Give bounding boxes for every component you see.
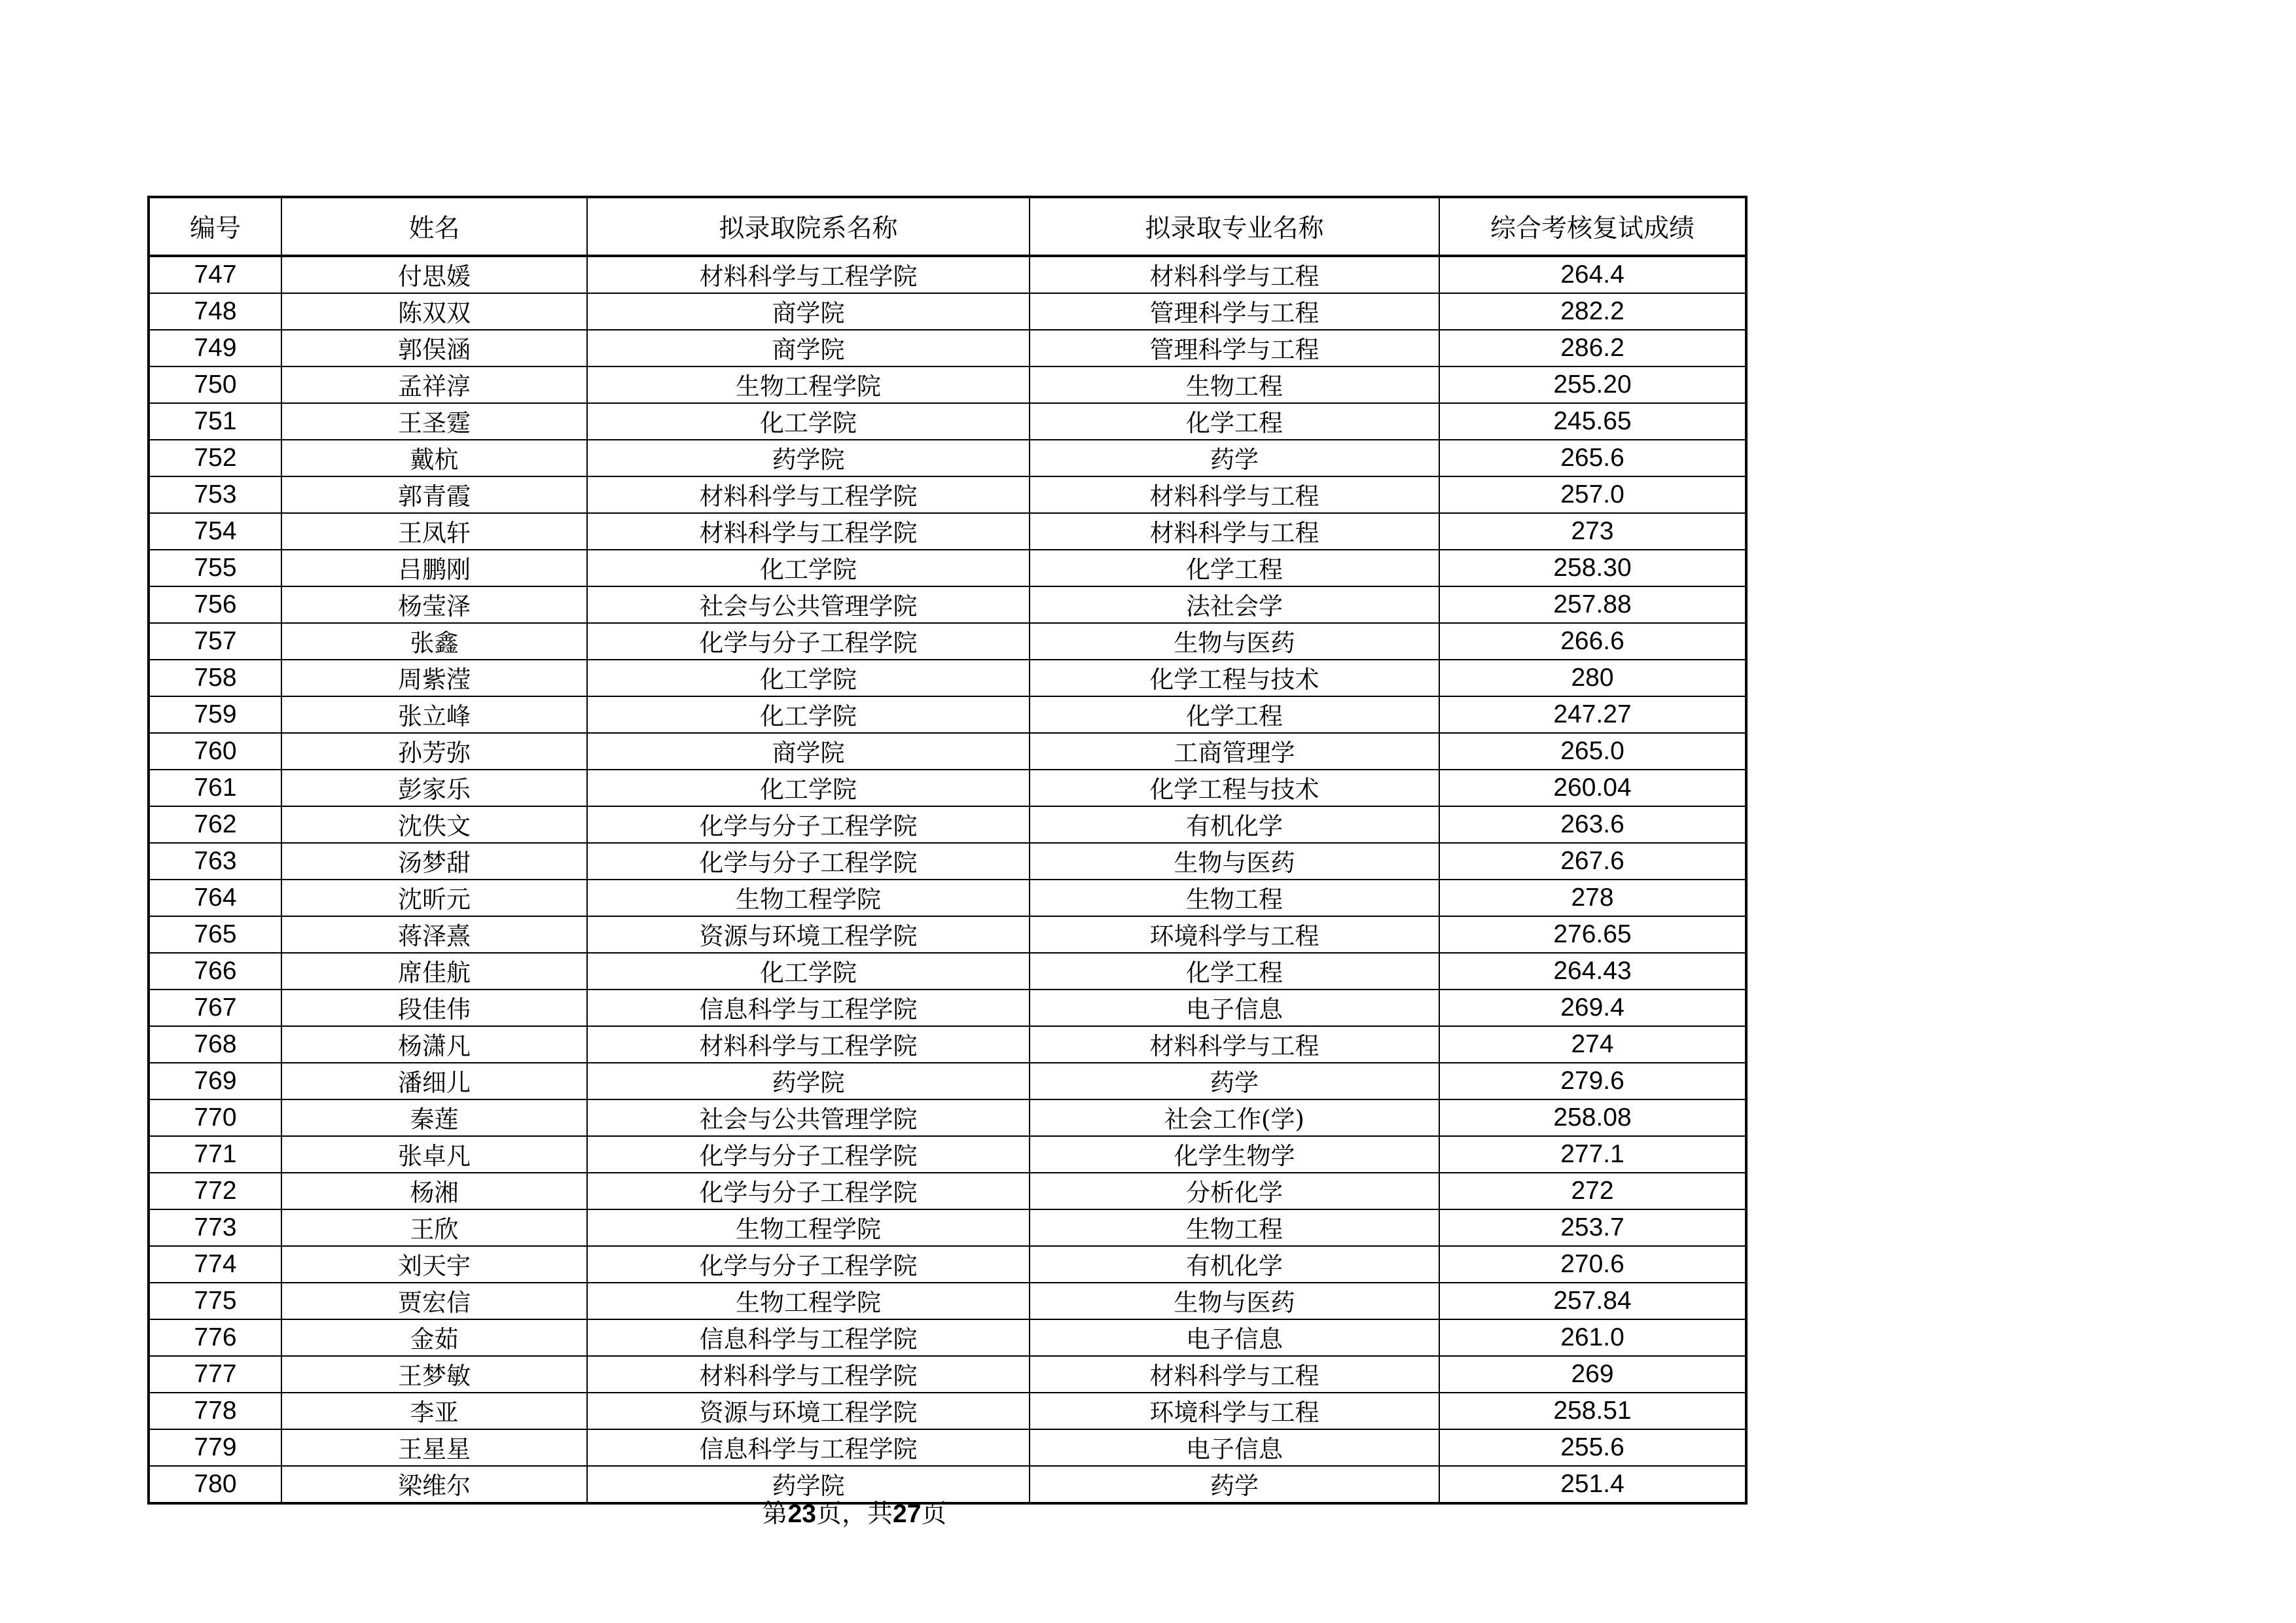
cell-name: 郭青霞 <box>281 476 587 513</box>
table-body <box>149 256 1746 1503</box>
cell-score: 274 <box>1439 1026 1746 1063</box>
cell-score: 277.1 <box>1439 1136 1746 1173</box>
cell-name: 潘细儿 <box>281 1063 587 1099</box>
cell-major: 电子信息 <box>1030 990 1439 1026</box>
cell-major: 化学工程 <box>1030 953 1439 990</box>
cell-id: 765 <box>149 916 281 953</box>
cell-school: 材料科学与工程学院 <box>587 476 1030 513</box>
cell-name: 沈佚文 <box>281 806 587 843</box>
table-row <box>149 733 1746 770</box>
cell-id: 766 <box>149 953 281 990</box>
cell-id: 762 <box>149 806 281 843</box>
cell-id: 759 <box>149 696 281 733</box>
footer-total-pages: 27 <box>893 1500 922 1528</box>
cell-name: 金茹 <box>281 1319 587 1356</box>
page-footer <box>0 1493 1709 1530</box>
cell-id: 747 <box>149 256 281 293</box>
cell-id: 768 <box>149 1026 281 1063</box>
table-row <box>149 1319 1746 1356</box>
header-major: 拟录取专业名称 <box>1030 197 1439 256</box>
cell-name: 吕鹏刚 <box>281 550 587 586</box>
admission-table <box>147 196 1748 1505</box>
cell-id: 760 <box>149 733 281 770</box>
cell-id: 772 <box>149 1173 281 1209</box>
cell-school: 化工学院 <box>587 770 1030 806</box>
cell-id: 763 <box>149 843 281 880</box>
cell-id: 779 <box>149 1429 281 1466</box>
table-row <box>149 1246 1746 1283</box>
table-row <box>149 550 1746 586</box>
cell-school: 生物工程学院 <box>587 880 1030 916</box>
cell-major: 药学 <box>1030 1063 1439 1099</box>
cell-major: 生物与医药 <box>1030 843 1439 880</box>
cell-major: 生物工程 <box>1030 366 1439 403</box>
cell-school: 社会与公共管理学院 <box>587 1099 1030 1136</box>
cell-id: 748 <box>149 293 281 330</box>
cell-name: 王圣霆 <box>281 403 587 440</box>
table-row <box>149 440 1746 476</box>
cell-major: 化学工程与技术 <box>1030 660 1439 696</box>
cell-school: 生物工程学院 <box>587 366 1030 403</box>
cell-name: 沈昕元 <box>281 880 587 916</box>
cell-school: 资源与环境工程学院 <box>587 1393 1030 1429</box>
cell-school: 化工学院 <box>587 660 1030 696</box>
cell-name: 张立峰 <box>281 696 587 733</box>
cell-score: 263.6 <box>1439 806 1746 843</box>
cell-id: 776 <box>149 1319 281 1356</box>
header-id: 编号 <box>149 197 281 256</box>
table-row <box>149 880 1746 916</box>
cell-school: 生物工程学院 <box>587 1209 1030 1246</box>
cell-score: 267.6 <box>1439 843 1746 880</box>
cell-score: 261.0 <box>1439 1319 1746 1356</box>
cell-id: 749 <box>149 330 281 366</box>
cell-score: 265.0 <box>1439 733 1746 770</box>
cell-name: 秦莲 <box>281 1099 587 1136</box>
cell-major: 化学工程 <box>1030 696 1439 733</box>
cell-id: 764 <box>149 880 281 916</box>
cell-name: 彭家乐 <box>281 770 587 806</box>
cell-school: 化学与分子工程学院 <box>587 623 1030 660</box>
cell-score: 257.84 <box>1439 1283 1746 1319</box>
cell-major: 环境科学与工程 <box>1030 916 1439 953</box>
cell-school: 资源与环境工程学院 <box>587 916 1030 953</box>
cell-major: 化学生物学 <box>1030 1136 1439 1173</box>
table-row <box>149 476 1746 513</box>
table-row <box>149 990 1746 1026</box>
header-name: 姓名 <box>281 197 587 256</box>
cell-name: 张鑫 <box>281 623 587 660</box>
cell-major: 社会工作(学) <box>1030 1099 1439 1136</box>
cell-id: 767 <box>149 990 281 1026</box>
cell-score: 257.88 <box>1439 586 1746 623</box>
cell-id: 780 <box>149 1466 281 1503</box>
cell-name: 陈双双 <box>281 293 587 330</box>
cell-name: 王欣 <box>281 1209 587 1246</box>
table-row <box>149 843 1746 880</box>
cell-id: 770 <box>149 1099 281 1136</box>
table-row <box>149 916 1746 953</box>
cell-school: 化工学院 <box>587 550 1030 586</box>
cell-score: 264.4 <box>1439 256 1746 293</box>
cell-major: 管理科学与工程 <box>1030 330 1439 366</box>
cell-major: 生物工程 <box>1030 1209 1439 1246</box>
cell-score: 265.6 <box>1439 440 1746 476</box>
table-row <box>149 256 1746 293</box>
table-row <box>149 806 1746 843</box>
cell-name: 杨莹泽 <box>281 586 587 623</box>
cell-school: 药学院 <box>587 440 1030 476</box>
cell-school: 商学院 <box>587 330 1030 366</box>
table-row <box>149 1356 1746 1393</box>
cell-school: 商学院 <box>587 733 1030 770</box>
table-row <box>149 293 1746 330</box>
cell-score: 280 <box>1439 660 1746 696</box>
cell-score: 279.6 <box>1439 1063 1746 1099</box>
cell-score: 257.0 <box>1439 476 1746 513</box>
cell-id: 752 <box>149 440 281 476</box>
table-row <box>149 1026 1746 1063</box>
table-row <box>149 1283 1746 1319</box>
cell-school: 社会与公共管理学院 <box>587 586 1030 623</box>
cell-school: 材料科学与工程学院 <box>587 1356 1030 1393</box>
cell-major: 材料科学与工程 <box>1030 256 1439 293</box>
cell-name: 王梦敏 <box>281 1356 587 1393</box>
cell-major: 材料科学与工程 <box>1030 1356 1439 1393</box>
cell-major: 工商管理学 <box>1030 733 1439 770</box>
cell-name: 孟祥淳 <box>281 366 587 403</box>
header-score: 综合考核复试成绩 <box>1439 197 1746 256</box>
table-row <box>149 770 1746 806</box>
header-school: 拟录取院系名称 <box>587 197 1030 256</box>
cell-score: 245.65 <box>1439 403 1746 440</box>
cell-major: 有机化学 <box>1030 1246 1439 1283</box>
cell-major: 生物工程 <box>1030 880 1439 916</box>
cell-id: 756 <box>149 586 281 623</box>
cell-score: 276.65 <box>1439 916 1746 953</box>
cell-major: 电子信息 <box>1030 1429 1439 1466</box>
table-row <box>149 1209 1746 1246</box>
cell-name: 戴杭 <box>281 440 587 476</box>
cell-major: 药学 <box>1030 1466 1439 1503</box>
cell-id: 758 <box>149 660 281 696</box>
cell-score: 270.6 <box>1439 1246 1746 1283</box>
cell-school: 生物工程学院 <box>587 1283 1030 1319</box>
footer-page-number: 23 <box>787 1500 816 1528</box>
cell-name: 刘天宇 <box>281 1246 587 1283</box>
cell-score: 258.51 <box>1439 1393 1746 1429</box>
cell-school: 化学与分子工程学院 <box>587 806 1030 843</box>
cell-school: 化工学院 <box>587 403 1030 440</box>
cell-score: 286.2 <box>1439 330 1746 366</box>
cell-major: 材料科学与工程 <box>1030 476 1439 513</box>
cell-id: 751 <box>149 403 281 440</box>
cell-name: 郭俣涵 <box>281 330 587 366</box>
table-row <box>149 1393 1746 1429</box>
cell-major: 法社会学 <box>1030 586 1439 623</box>
cell-id: 750 <box>149 366 281 403</box>
cell-school: 化学与分子工程学院 <box>587 1136 1030 1173</box>
cell-id: 753 <box>149 476 281 513</box>
cell-school: 化学与分子工程学院 <box>587 1173 1030 1209</box>
cell-school: 材料科学与工程学院 <box>587 1026 1030 1063</box>
cell-id: 775 <box>149 1283 281 1319</box>
cell-school: 商学院 <box>587 293 1030 330</box>
cell-score: 258.30 <box>1439 550 1746 586</box>
cell-score: 282.2 <box>1439 293 1746 330</box>
cell-school: 药学院 <box>587 1466 1030 1503</box>
cell-name: 王凤轩 <box>281 513 587 550</box>
cell-major: 化学工程 <box>1030 403 1439 440</box>
cell-major: 有机化学 <box>1030 806 1439 843</box>
cell-score: 278 <box>1439 880 1746 916</box>
cell-name: 杨潇凡 <box>281 1026 587 1063</box>
footer-middle: 页，共 <box>816 1499 893 1529</box>
table-row <box>149 1136 1746 1173</box>
cell-score: 255.6 <box>1439 1429 1746 1466</box>
table-row <box>149 1429 1746 1466</box>
cell-name: 蒋泽熹 <box>281 916 587 953</box>
table-row <box>149 330 1746 366</box>
table-row <box>149 513 1746 550</box>
table-row <box>149 953 1746 990</box>
cell-id: 771 <box>149 1136 281 1173</box>
cell-school: 信息科学与工程学院 <box>587 990 1030 1026</box>
cell-id: 777 <box>149 1356 281 1393</box>
cell-name: 汤梦甜 <box>281 843 587 880</box>
cell-score: 247.27 <box>1439 696 1746 733</box>
cell-score: 272 <box>1439 1173 1746 1209</box>
cell-id: 754 <box>149 513 281 550</box>
cell-school: 化工学院 <box>587 696 1030 733</box>
cell-id: 757 <box>149 623 281 660</box>
cell-score: 253.7 <box>1439 1209 1746 1246</box>
cell-name: 段佳伟 <box>281 990 587 1026</box>
header-row <box>149 197 1746 256</box>
cell-school: 信息科学与工程学院 <box>587 1429 1030 1466</box>
cell-score: 269 <box>1439 1356 1746 1393</box>
table-row <box>149 403 1746 440</box>
cell-name: 席佳航 <box>281 953 587 990</box>
table-row <box>149 366 1746 403</box>
cell-score: 255.20 <box>1439 366 1746 403</box>
cell-major: 生物与医药 <box>1030 1283 1439 1319</box>
cell-score: 260.04 <box>1439 770 1746 806</box>
cell-major: 电子信息 <box>1030 1319 1439 1356</box>
cell-major: 材料科学与工程 <box>1030 513 1439 550</box>
cell-id: 769 <box>149 1063 281 1099</box>
cell-major: 管理科学与工程 <box>1030 293 1439 330</box>
table-row <box>149 660 1746 696</box>
footer-suffix: 页 <box>921 1499 947 1529</box>
cell-name: 杨湘 <box>281 1173 587 1209</box>
cell-school: 化学与分子工程学院 <box>587 843 1030 880</box>
cell-major: 生物与医药 <box>1030 623 1439 660</box>
table-row <box>149 586 1746 623</box>
table-row <box>149 696 1746 733</box>
cell-score: 269.4 <box>1439 990 1746 1026</box>
cell-score: 266.6 <box>1439 623 1746 660</box>
cell-name: 孙芳弥 <box>281 733 587 770</box>
cell-name: 王星星 <box>281 1429 587 1466</box>
cell-id: 778 <box>149 1393 281 1429</box>
cell-score: 273 <box>1439 513 1746 550</box>
cell-name: 李亚 <box>281 1393 587 1429</box>
cell-name: 周紫滢 <box>281 660 587 696</box>
cell-name: 付思媛 <box>281 256 587 293</box>
cell-name: 张卓凡 <box>281 1136 587 1173</box>
cell-school: 药学院 <box>587 1063 1030 1099</box>
cell-school: 信息科学与工程学院 <box>587 1319 1030 1356</box>
cell-id: 761 <box>149 770 281 806</box>
cell-school: 化学与分子工程学院 <box>587 1246 1030 1283</box>
table-row <box>149 1063 1746 1099</box>
cell-major: 材料科学与工程 <box>1030 1026 1439 1063</box>
cell-score: 264.43 <box>1439 953 1746 990</box>
cell-name: 梁维尔 <box>281 1466 587 1503</box>
table-header <box>149 197 1746 256</box>
table-row <box>149 1099 1746 1136</box>
cell-id: 774 <box>149 1246 281 1283</box>
cell-major: 化学工程与技术 <box>1030 770 1439 806</box>
cell-id: 773 <box>149 1209 281 1246</box>
cell-school: 化工学院 <box>587 953 1030 990</box>
table-row <box>149 623 1746 660</box>
cell-major: 分析化学 <box>1030 1173 1439 1209</box>
cell-school: 材料科学与工程学院 <box>587 513 1030 550</box>
cell-major: 化学工程 <box>1030 550 1439 586</box>
footer-prefix: 第 <box>762 1499 788 1529</box>
cell-id: 755 <box>149 550 281 586</box>
cell-major: 环境科学与工程 <box>1030 1393 1439 1429</box>
cell-score: 251.4 <box>1439 1466 1746 1503</box>
table-row <box>149 1173 1746 1209</box>
cell-score: 258.08 <box>1439 1099 1746 1136</box>
cell-school: 材料科学与工程学院 <box>587 256 1030 293</box>
cell-major: 药学 <box>1030 440 1439 476</box>
cell-name: 贾宏信 <box>281 1283 587 1319</box>
